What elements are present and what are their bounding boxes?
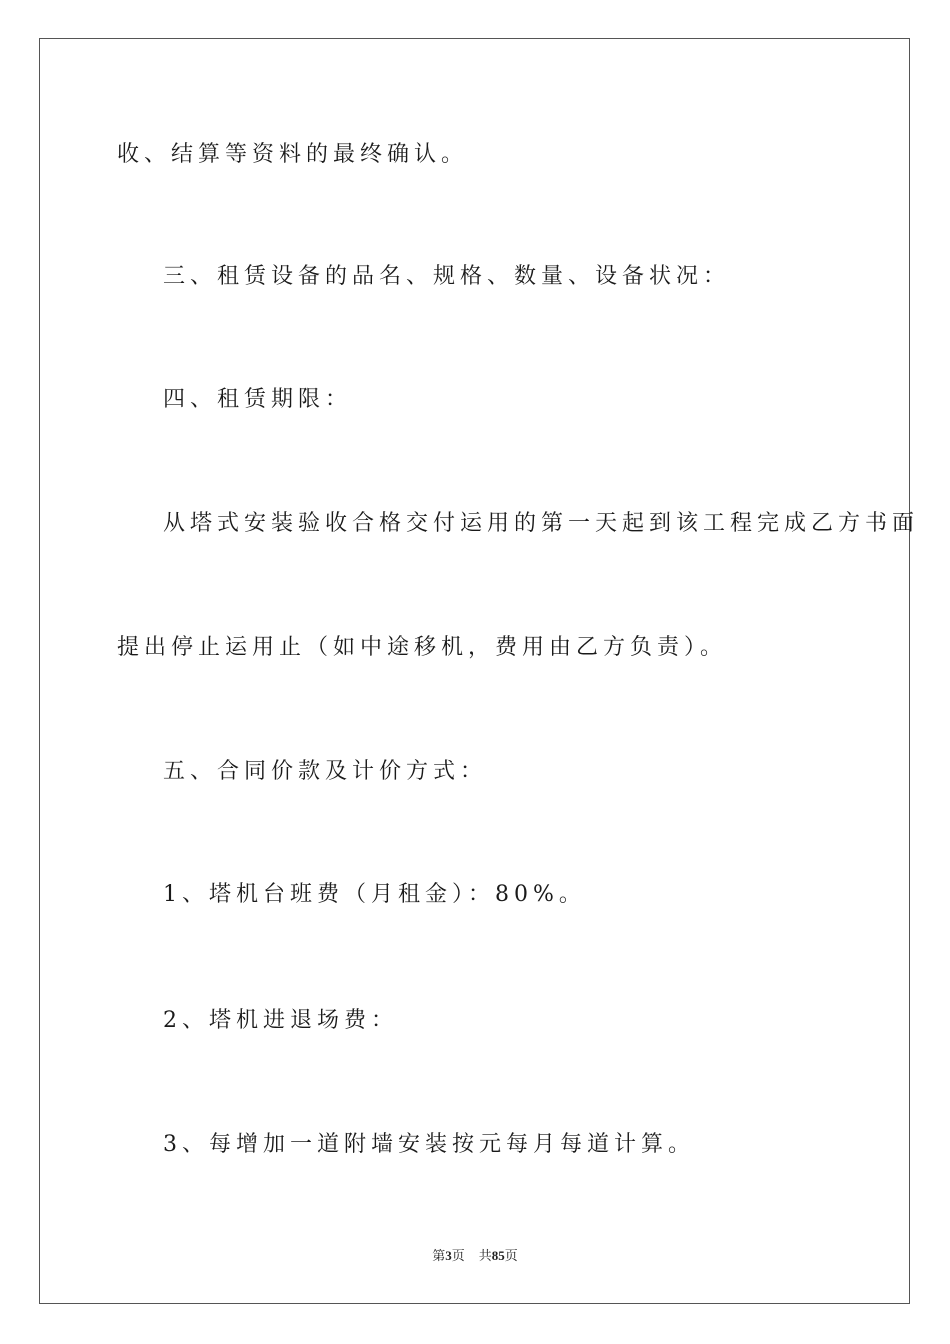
footer-total-prefix: 共 <box>478 1248 492 1263</box>
paragraph-lease-term: 从塔式安装验收合格交付运用的第一天起到该工程完成乙方书面 <box>163 511 920 536</box>
footer-total-pages: 85 <box>491 1248 505 1263</box>
list-item-2: 2、塔机进退场费： <box>163 1008 398 1033</box>
section-heading-5: 五、合同价款及计价方式： <box>163 759 488 784</box>
page-border <box>39 38 910 1304</box>
paragraph-1: 收、结算等资料的最终确认。 <box>117 142 469 167</box>
list-item-1: 1、塔机台班费（月租金）：80%。 <box>163 882 586 907</box>
footer-page-suffix: 页 <box>451 1248 465 1263</box>
section-heading-4: 四、租赁期限： <box>163 387 353 412</box>
section-heading-3: 三、租赁设备的品名、规格、数量、设备状况： <box>163 264 731 289</box>
footer-page-number: 3 <box>445 1248 452 1263</box>
footer-page-prefix: 第 <box>432 1248 446 1263</box>
page-footer <box>0 1249 950 1262</box>
footer-total-suffix: 页 <box>504 1248 518 1263</box>
paragraph-lease-term-cont: 提出停止运用止（如中途移机，费用由乙方负责）。 <box>117 635 728 660</box>
list-item-3: 3、每增加一道附墙安装按元每月每道计算。 <box>163 1132 695 1157</box>
